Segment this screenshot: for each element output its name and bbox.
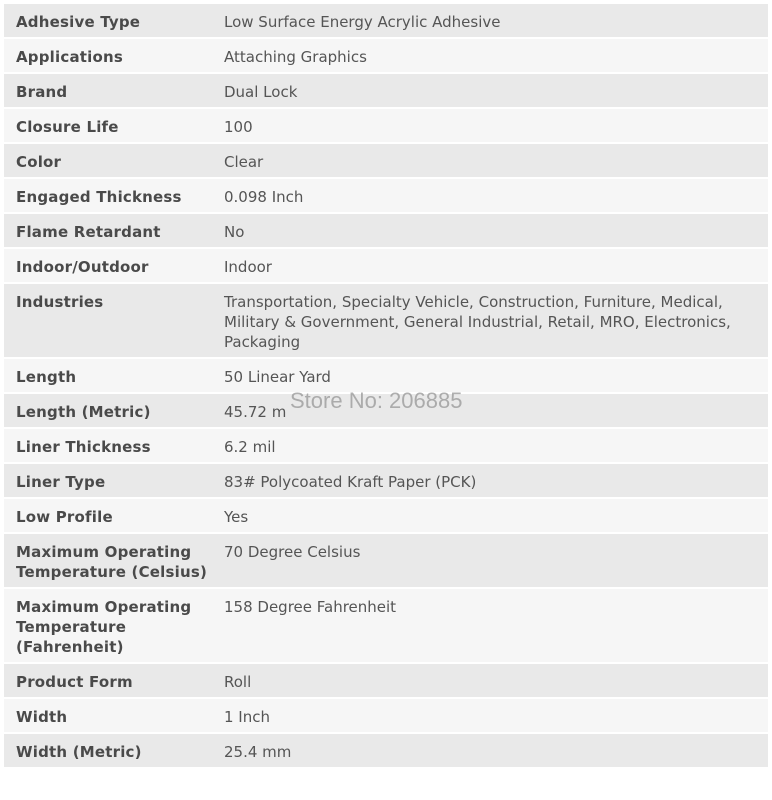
spec-label: Low Profile <box>16 508 113 526</box>
spec-table <box>4 4 768 769</box>
spec-label: Closure Life <box>16 118 119 136</box>
spec-value: Yes <box>224 508 249 526</box>
spec-row <box>4 74 768 109</box>
spec-label: Liner Type <box>16 473 106 491</box>
spec-row <box>4 359 768 394</box>
spec-value: 100 <box>224 118 253 136</box>
spec-row <box>4 179 768 214</box>
spec-label: Maximum Operating Temperature (Fahrenheit) <box>16 598 192 656</box>
spec-value: 50 Linear Yard <box>224 368 331 386</box>
spec-label: Width <box>16 708 68 726</box>
spec-label: Maximum Operating Temperature (Celsius) <box>16 543 208 581</box>
spec-label: Length (Metric) <box>16 403 151 421</box>
spec-label: Brand <box>16 83 68 101</box>
spec-row <box>4 534 768 589</box>
spec-row <box>4 464 768 499</box>
spec-row <box>4 4 768 39</box>
spec-row <box>4 214 768 249</box>
spec-value: Dual Lock <box>224 83 298 101</box>
spec-value: Indoor <box>224 258 272 276</box>
spec-label: Adhesive Type <box>16 13 141 31</box>
spec-label: Flame Retardant <box>16 223 161 241</box>
spec-row <box>4 284 768 359</box>
spec-row <box>4 249 768 284</box>
spec-row <box>4 429 768 464</box>
spec-row <box>4 664 768 699</box>
spec-value: 70 Degree Celsius <box>224 543 361 561</box>
spec-label: Applications <box>16 48 124 66</box>
spec-label: Liner Thickness <box>16 438 151 456</box>
spec-value: Attaching Graphics <box>224 48 367 66</box>
spec-value: Transportation, Specialty Vehicle, Construction, Furniture, Medical, Military & Government, General Industrial, Retail, MRO, Electronics, Packaging <box>224 293 731 351</box>
spec-value: 6.2 mil <box>224 438 276 456</box>
spec-value: Clear <box>224 153 264 171</box>
spec-label: Width (Metric) <box>16 743 142 761</box>
spec-value: No <box>224 223 245 241</box>
spec-value: 158 Degree Fahrenheit <box>224 598 397 616</box>
spec-value: 1 Inch <box>224 708 270 726</box>
spec-label: Engaged Thickness <box>16 188 182 206</box>
spec-label: Color <box>16 153 62 171</box>
spec-value: 45.72 m <box>224 403 287 421</box>
spec-row <box>4 144 768 179</box>
spec-label: Industries <box>16 293 104 311</box>
spec-value: 25.4 mm <box>224 743 292 761</box>
spec-row <box>4 394 768 429</box>
spec-row <box>4 734 768 769</box>
spec-row <box>4 589 768 664</box>
spec-row <box>4 499 768 534</box>
spec-label: Indoor/Outdoor <box>16 258 149 276</box>
spec-value: 0.098 Inch <box>224 188 304 206</box>
spec-value: Low Surface Energy Acrylic Adhesive <box>224 13 501 31</box>
spec-row <box>4 699 768 734</box>
store-watermark: Store No: 206885 <box>290 388 463 413</box>
spec-value: 83# Polycoated Kraft Paper (PCK) <box>224 473 477 491</box>
spec-label: Product Form <box>16 673 133 691</box>
spec-value: Roll <box>224 673 252 691</box>
spec-label: Length <box>16 368 77 386</box>
spec-row <box>4 39 768 74</box>
spec-row <box>4 109 768 144</box>
